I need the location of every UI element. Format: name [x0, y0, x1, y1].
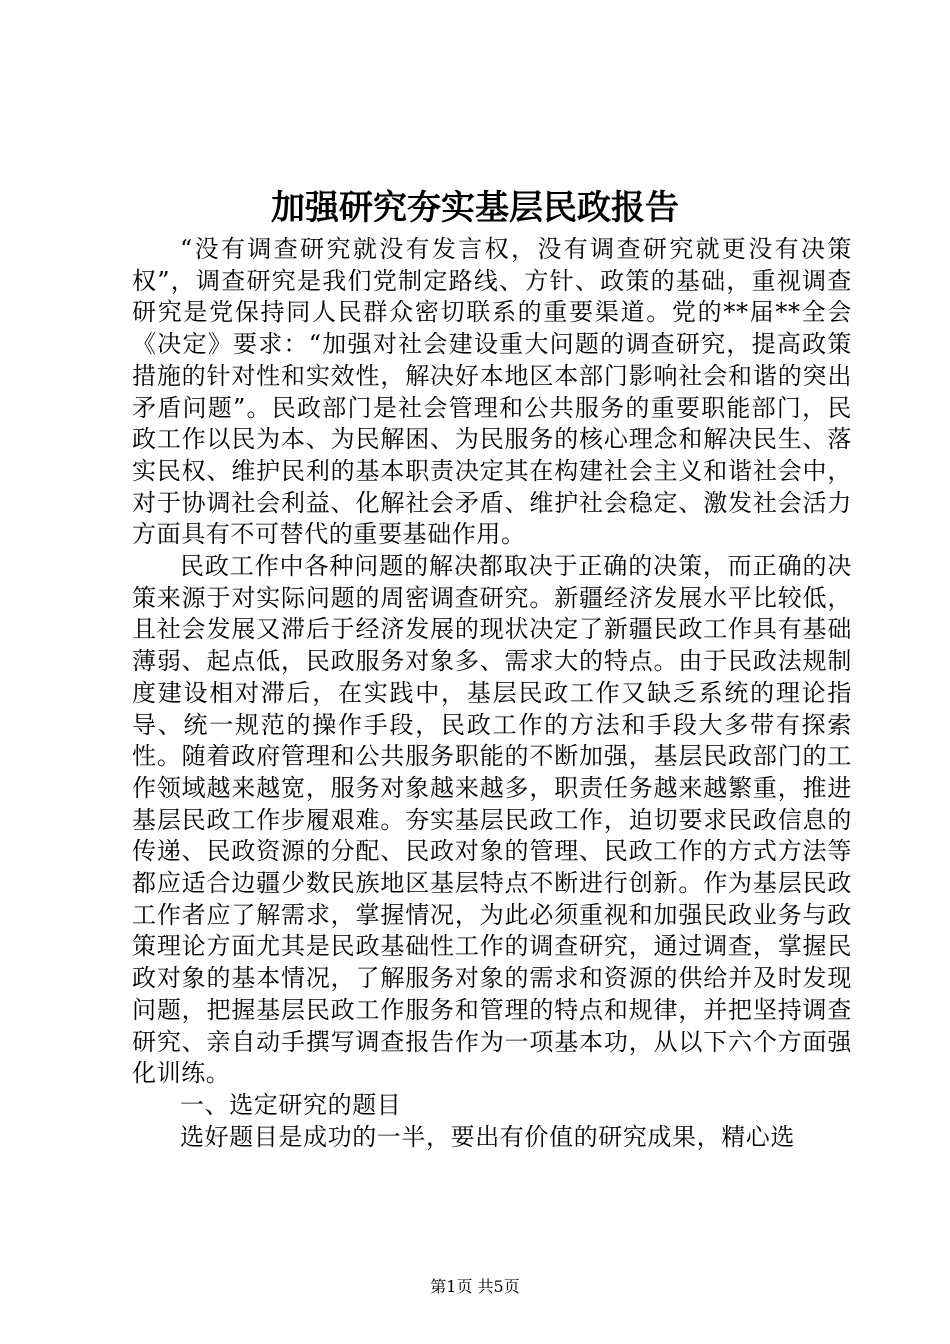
paragraph-background: 民政工作中各种问题的解决都取决于正确的决策，而正确的决策来源于对实际问题的周密调查研究。新疆经济发展水平比较低，且社会发展又滞后于经济发展的现状决定了新疆民政工作具有基础薄弱、起点低，民政服务对象多、需求大的特点。由于民政法规制度建设相对滞后，在实践中，基层民政工作又缺乏系统的理论指导、统一规范的操作手段，民政工作的方法和手段大多带有探索性。随着政府管理和公共服务职能的不断加强，基层民政部门的工作领域越来越宽，服务对象越来越多，职责任务越来越繁重，推进基层民政工作步履艰难。夯实基层民政工作，迫切要求民政信息的传递、民政资源的分配、民政对象的管理、民政工作的方式方法等都应适合边疆少数民族地区基层特点不断进行创新。作为基层民政工作者应了解需求，掌握情况，为此必须重视和加强民政业务与政策理论方面尤其是民政基础性工作的调查研究，通过调查，掌握民政对象的基本情况，了解服务对象的需求和资源的供给并及时发现问题，把握基层民政工作服务和管理的特点和规律，并把坚持调查研究、亲自动手撰写调查报告作为一项基本功，从以下六个方面强化训练。	[132, 552, 852, 1088]
document-title: 加强研究夯实基层民政报告	[271, 188, 679, 228]
paragraph-intro: “没有调查研究就没有发言权，没有调查研究就更没有决策权”，调查研究是我们党制定路线、方针、政策的基础，重视调查研究是党保持同人民群众密切联系的重要渠道。党的**届**全会《决定》要求：“加强对社会建设重大问题的调查研究，提高政策措施的针对性和实效性，解决好本地区本部门影响社会和谐的突出矛盾问题”。民政部门是社会管理和公共服务的重要职能部门，民政工作以民为本、为民解困、为民服务的核心理念和解决民生、落实民权、维护民利的基本职责决定其在构建社会主义和谐社会中，对于协调社会利益、化解社会矛盾、维护社会稳定、激发社会活力方面具有不可替代的重要基础作用。	[132, 235, 852, 549]
section-heading-1: 一、选定研究的题目	[180, 1090, 402, 1119]
page-footer: 第1页 共5页	[430, 1277, 520, 1296]
paragraph-section-1: 选好题目是成功的一半，要出有价值的研究成果，精心选	[180, 1122, 795, 1151]
document-body	[132, 234, 852, 1153]
